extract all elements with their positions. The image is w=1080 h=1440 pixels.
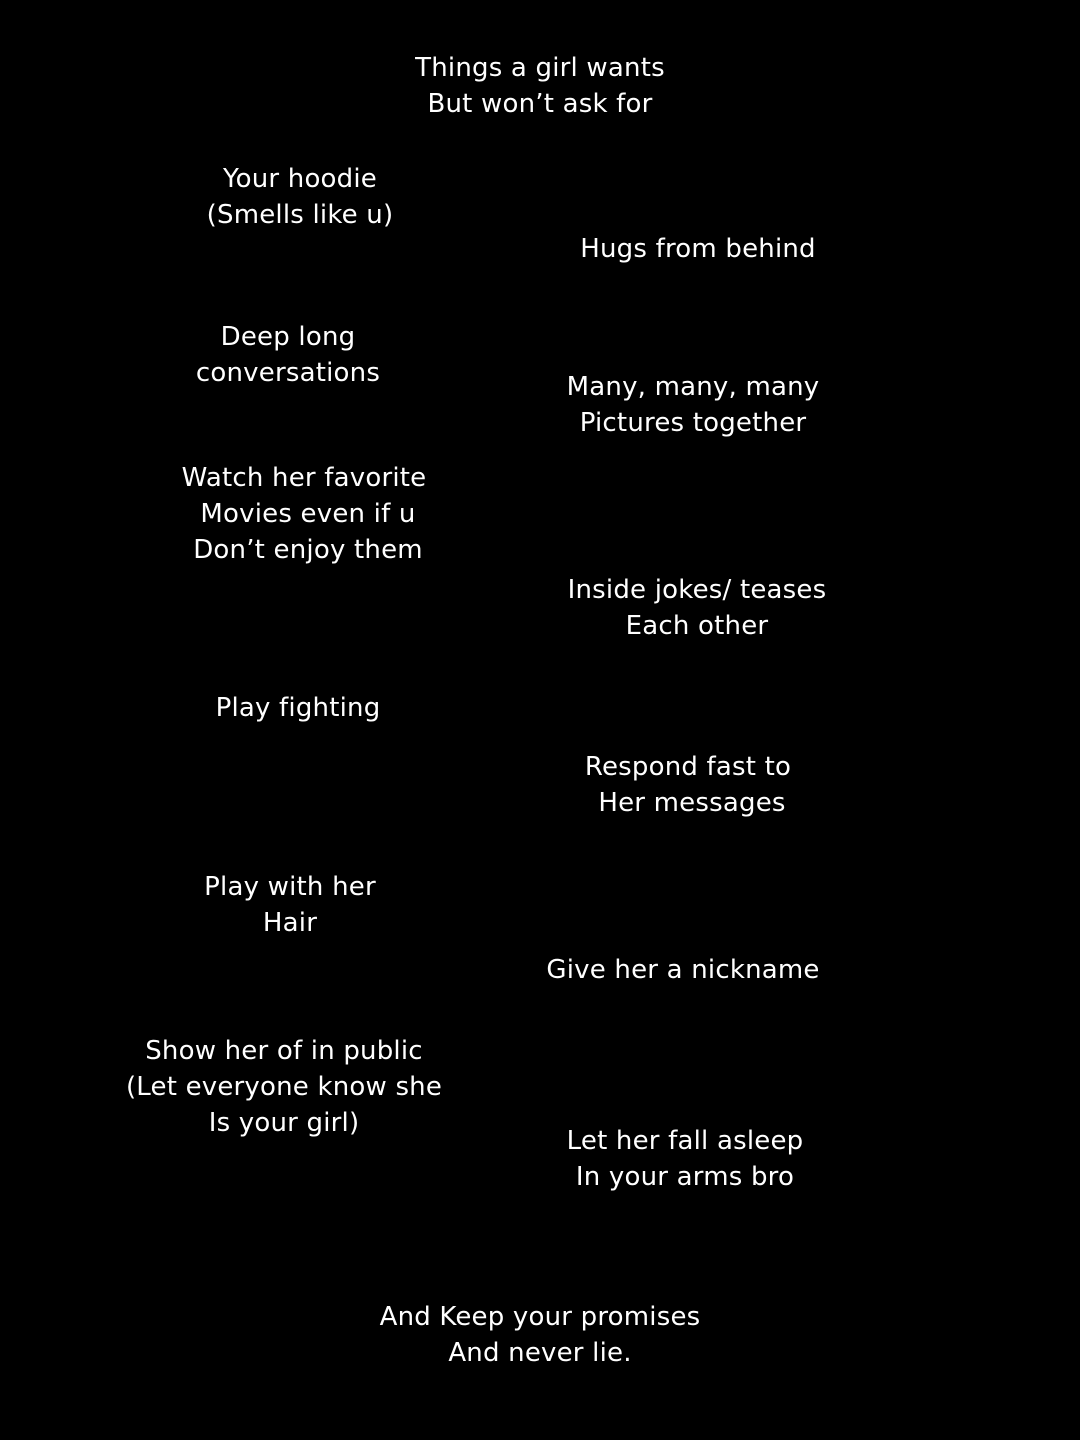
item-line: Her messages	[598, 788, 786, 818]
item-line: Your hoodie	[223, 164, 377, 194]
item-nickname	[533, 952, 833, 988]
closing-line-1: And Keep your promises	[379, 1302, 701, 1332]
item-hoodie	[150, 161, 450, 233]
item-line: Pictures together	[579, 408, 807, 438]
title-line-1: Things a girl wants	[415, 53, 665, 83]
item-movies	[154, 460, 454, 568]
closing-text	[340, 1299, 740, 1371]
item-line: Give her a nickname	[546, 955, 820, 985]
item-line: Movies even if u	[200, 499, 416, 529]
title-line-2: But won’t ask for	[427, 89, 653, 119]
closing-line-2: And never lie.	[448, 1338, 632, 1368]
item-play-fighting	[148, 690, 448, 726]
item-show-in-public	[109, 1033, 459, 1141]
item-hair	[140, 869, 440, 941]
item-line: conversations	[195, 358, 381, 388]
item-line: Respond fast to	[584, 752, 792, 782]
item-line: Is your girl)	[208, 1108, 360, 1138]
item-line: Watch her favorite	[181, 463, 427, 493]
item-inside-jokes	[547, 572, 847, 644]
item-line: Let her fall asleep	[566, 1126, 804, 1156]
item-line: Play fighting	[215, 693, 381, 723]
item-line: In your arms bro	[575, 1162, 795, 1192]
item-line: Hugs from behind	[580, 234, 816, 264]
item-hugs	[548, 231, 848, 267]
item-conversations	[138, 319, 438, 391]
item-line: (Let everyone know she	[125, 1072, 443, 1102]
item-line: Inside jokes/ teases	[567, 575, 827, 605]
item-line: (Smells like u)	[206, 200, 394, 230]
item-line: Hair	[262, 908, 318, 938]
item-line: Each other	[625, 611, 769, 641]
item-line: Don’t enjoy them	[193, 535, 423, 565]
item-line: Play with her	[204, 872, 376, 902]
item-line: Deep long	[220, 322, 356, 352]
item-pictures	[543, 369, 843, 441]
item-respond-fast	[538, 749, 838, 821]
item-line: Show her of in public	[145, 1036, 423, 1066]
item-fall-asleep	[535, 1123, 835, 1195]
page-title	[340, 50, 740, 122]
item-line: Many, many, many	[566, 372, 820, 402]
